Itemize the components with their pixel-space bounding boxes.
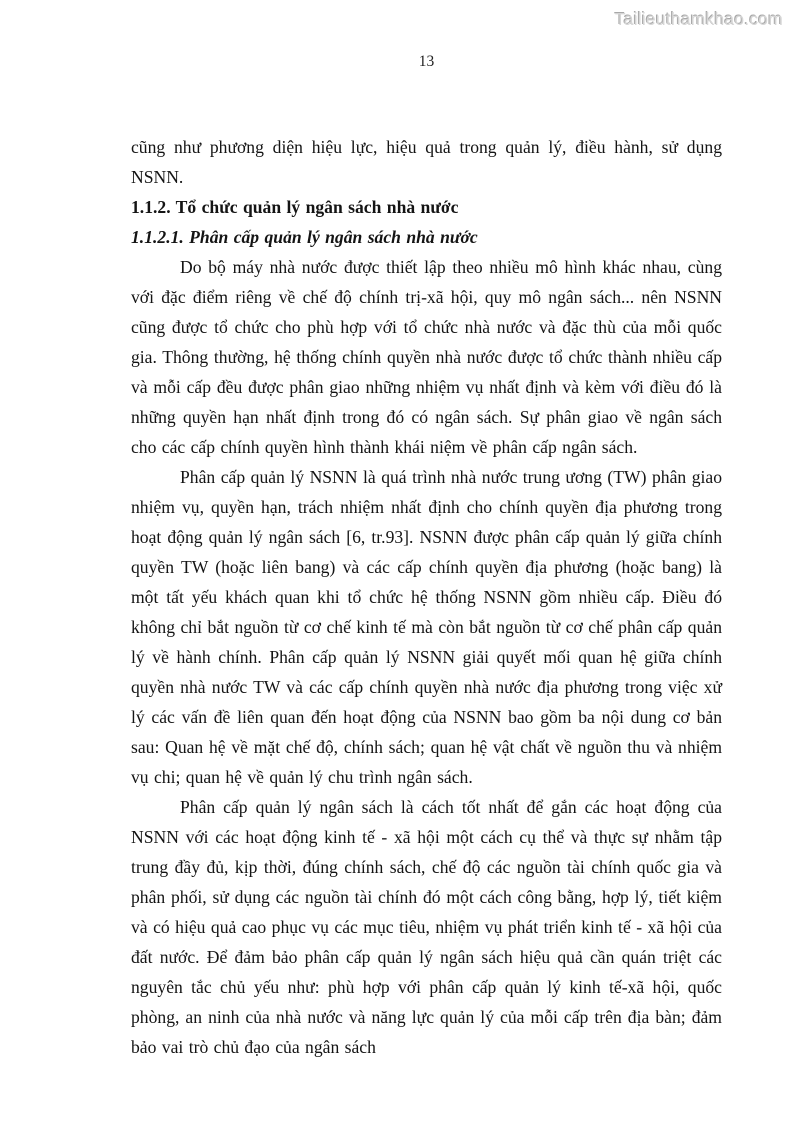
paragraph-continuation: cũng như phương diện hiệu lực, hiệu quả trong quản lý, điều hành, sử dụng NSNN. bbox=[131, 137, 722, 187]
site-watermark: Tailieuthamkhao.com bbox=[614, 9, 783, 29]
page-body bbox=[131, 132, 722, 1062]
page-number: 13 bbox=[418, 53, 435, 70]
subsection-heading: 1.1.2.1. Phân cấp quản lý ngân sách nhà nước bbox=[131, 227, 478, 247]
body-paragraph: Do bộ máy nhà nước được thiết lập theo nhiều mô hình khác nhau, cùng với đặc điểm riêng về chế độ chính trị-xã hội, quy mô ngân sách... nên NSNN cũng được tổ chức cho phù hợp với tổ chức nhà nước và đặc thù của mỗi quốc gia. Thông thường, hệ thống chính quyền nhà nước được tổ chức thành nhiều cấp và mỗi cấp đều được phân giao những nhiệm vụ nhất định và kèm với điều đó là những quyền hạn nhất định trong đó có ngân sách. Sự phân giao về ngân sách cho các cấp chính quyền hình thành khái niệm về phân cấp ngân sách. bbox=[131, 257, 722, 457]
body-paragraph: Phân cấp quản lý NSNN là quá trình nhà nước trung ương (TW) phân giao nhiệm vụ, quyền hạn, trách nhiệm nhất định cho chính quyền địa phương trong hoạt động quản lý ngân sách [6, tr.93]. NSNN được phân cấp quản lý giữa chính quyền TW (hoặc liên bang) và các cấp chính quyền địa phương (hoặc bang) là một tất yếu khách quan khi tổ chức hệ thống NSNN gồm nhiều cấp. Điều đó không chỉ bắt nguồn từ cơ chế kinh tế mà còn bắt nguồn từ cơ chế phân cấp quản lý về hành chính. Phân cấp quản lý NSNN giải quyết mối quan hệ giữa chính quyền nhà nước TW và các cấp chính quyền nhà nước địa phương trong việc xử lý các vấn đề liên quan đến hoạt động của NSNN bao gồm ba nội dung cơ bản sau: Quan hệ về mặt chế độ, chính sách; quan hệ vật chất về nguồn thu và nhiệm vụ chi; quan hệ về quản lý chu trình ngân sách. bbox=[131, 467, 722, 787]
body-paragraph: Phân cấp quản lý ngân sách là cách tốt nhất để gắn các hoạt động của NSNN với các hoạt động kinh tế - xã hội một cách cụ thể và thực sự nhằm tập trung đầy đủ, kịp thời, đúng chính sách, chế độ các nguồn tài chính quốc gia và phân phối, sử dụng các nguồn tài chính đó một cách công bằng, hợp lý, tiết kiệm và có hiệu quả cao phục vụ các mục tiêu, nhiệm vụ phát triển kinh tế - xã hội của đất nước. Để đảm bảo phân cấp quản lý ngân sách hiệu quả cần quán triệt các nguyên tắc chủ yếu như: phù hợp với phân cấp quản lý kinh tế-xã hội, quốc phòng, an ninh của nhà nước và năng lực quản lý của mỗi cấp trên địa bàn; đảm bảo vai trò chủ đạo của ngân sách bbox=[131, 797, 722, 1057]
section-heading: 1.1.2. Tổ chức quản lý ngân sách nhà nước bbox=[131, 197, 459, 217]
